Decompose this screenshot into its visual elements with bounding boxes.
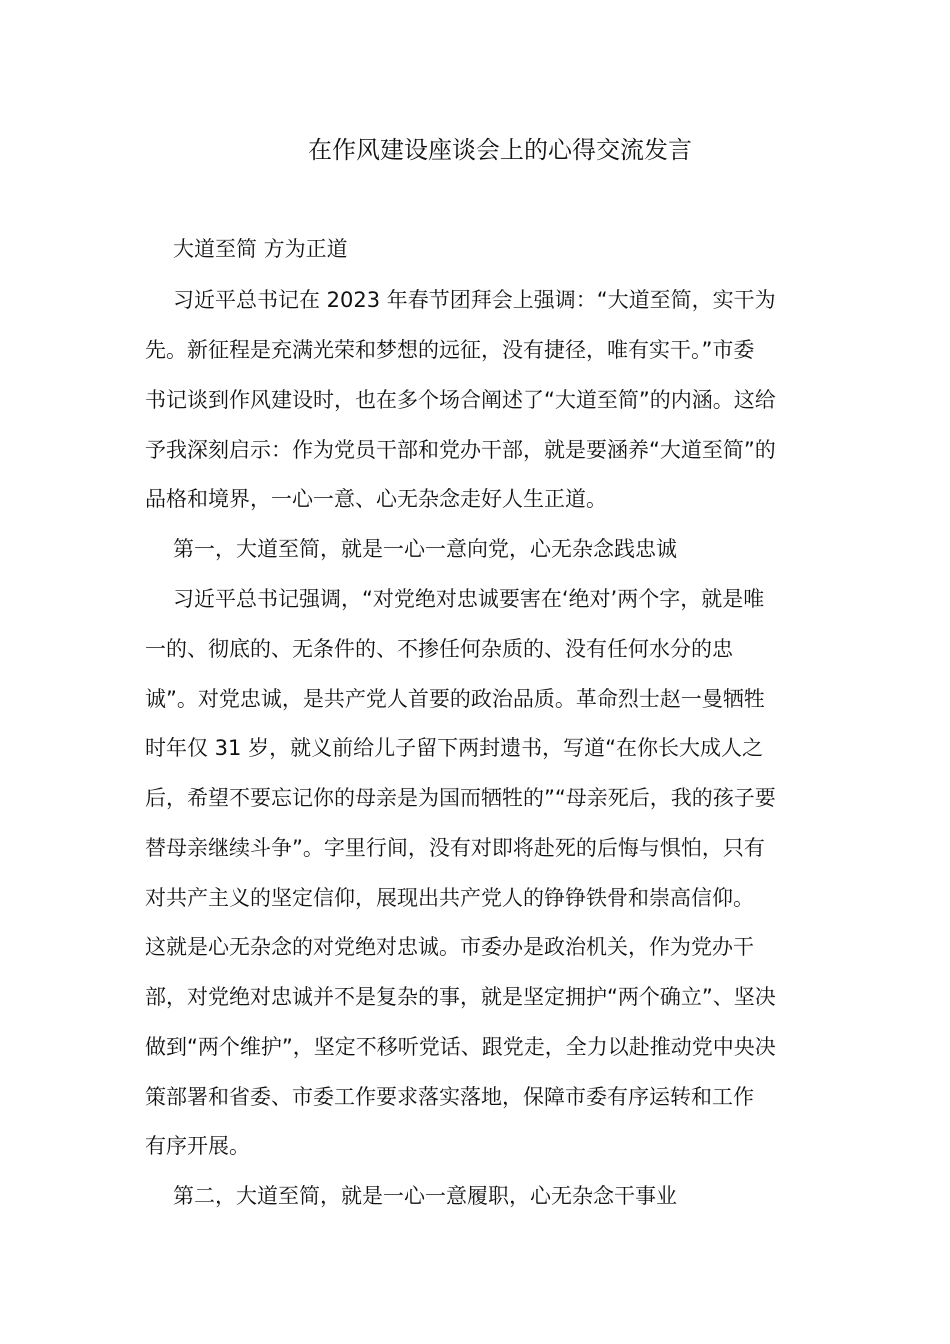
paragraph-line: 一的、彻底的、无条件的、不掺任何杂质的、没有任何水分的忠 [145, 637, 733, 661]
section-heading-2: 第二，大道至简，就是一心一意履职，心无杂念干事业 [173, 1184, 677, 1208]
paragraph-line: 品格和境界，一心一意、心无杂念走好人生正道。 [145, 487, 607, 511]
paragraph-line: 后，希望不要忘记你的母亲是为国而牺牲的”“母亲死后，我的孩子要 [145, 786, 776, 810]
paragraph-line: 做到“两个维护”，坚定不移听党话、跟党走，全力以赴推动党中央决 [145, 1035, 776, 1059]
paragraph-line: 书记谈到作风建设时，也在多个场合阐述了“大道至简”的内涵。这给 [145, 388, 776, 412]
paragraph-line: 习近平总书记在 2023 年春节团拜会上强调：“大道至简，实干为 [173, 288, 776, 312]
paragraph-line: 策部署和省委、市委工作要求落实落地，保障市委有序运转和工作 [145, 1085, 754, 1109]
document-title: 在作风建设座谈会上的心得交流发言 [308, 136, 692, 164]
subtitle-line: 大道至简 方为正道 [173, 237, 348, 261]
paragraph-line: 有序开展。 [145, 1134, 250, 1158]
paragraph-line: 替母亲继续斗争”。字里行间，没有对即将赴死的后悔与惧怕，只有 [145, 836, 765, 860]
paragraph-line: 部，对党绝对忠诚并不是复杂的事，就是坚定拥护“两个确立”、坚决 [145, 985, 776, 1009]
paragraph-line: 对共产主义的坚定信仰，展现出共产党人的铮铮铁骨和崇高信仰。 [145, 886, 754, 910]
paragraph-line: 这就是心无杂念的对党绝对忠诚。市委办是政治机关，作为党办干 [145, 935, 754, 959]
paragraph-line: 诚”。对党忠诚，是共产党人首要的政治品质。革命烈士赵一曼牺牲 [145, 687, 765, 711]
paragraph-line: 先。新征程是充满光荣和梦想的远征，没有捷径，唯有实干。”市委 [145, 338, 755, 362]
paragraph-line: 时年仅 31 岁，就义前给儿子留下两封遗书，写道“在你长大成人之 [145, 736, 763, 760]
paragraph-line: 习近平总书记强调，“对党绝对忠诚要害在‘绝对’两个字，就是唯 [173, 587, 765, 611]
paragraph-line: 予我深刻启示：作为党员干部和党办干部，就是要涵养“大道至简”的 [145, 438, 776, 462]
section-heading-1: 第一，大道至简，就是一心一意向党，心无杂念践忠诚 [173, 537, 677, 561]
